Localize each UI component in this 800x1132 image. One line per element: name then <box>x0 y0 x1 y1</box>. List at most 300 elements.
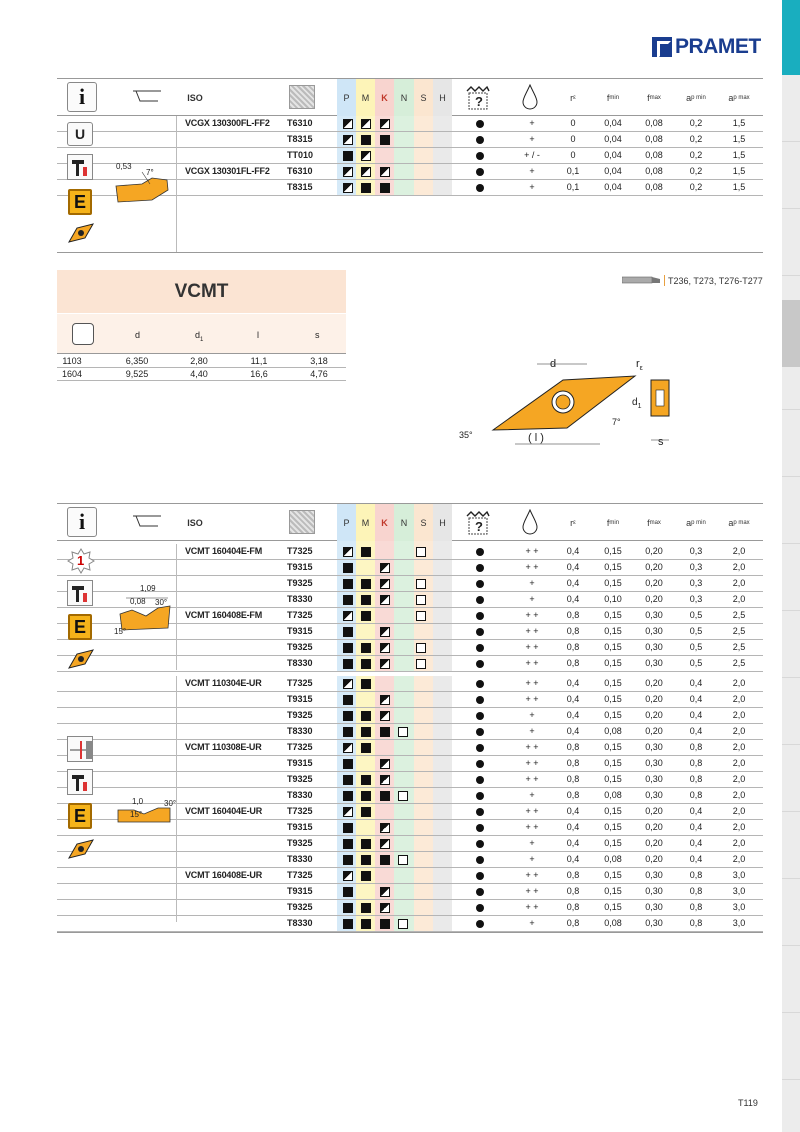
availability-dot <box>476 120 484 128</box>
cell-fmin: 0,15 <box>604 562 622 572</box>
cell-rc: 0,8 <box>566 918 580 928</box>
cell-apmax: 2,0 <box>732 854 746 864</box>
material-texture-icon <box>289 510 315 534</box>
cell-rating: + <box>529 790 535 800</box>
cell-rc: 0,4 <box>566 578 580 588</box>
group-header-h: H <box>433 79 452 116</box>
grade: T9325 <box>287 774 313 784</box>
availability-dot <box>476 792 484 800</box>
cell-rc: 0,4 <box>566 694 580 704</box>
u-badge-icon: U <box>67 122 93 146</box>
suitability-m-full <box>361 135 371 145</box>
cell-apmin: 0,8 <box>689 742 703 752</box>
group-header-k: K <box>375 79 394 116</box>
cell-rating: + + <box>525 774 539 784</box>
sketch3-dim-a: 1,0 <box>132 797 144 806</box>
suitability-k-full <box>380 855 390 865</box>
suitability-p-half <box>343 807 353 817</box>
cell-rating: + <box>529 182 535 192</box>
cell-rc: 0,8 <box>566 790 580 800</box>
cell-fmin: 0,15 <box>604 822 622 832</box>
cell-apmin: 0,4 <box>689 694 703 704</box>
cell-apmin: 0,3 <box>689 562 703 572</box>
tool-question-icon: ? <box>465 85 491 111</box>
cell-rating: + <box>529 854 535 864</box>
cell-rating: + <box>529 726 535 736</box>
suitability-k-half <box>380 595 390 605</box>
cell-apmin: 0,2 <box>689 182 703 192</box>
cell-fmin: 0,15 <box>604 658 622 668</box>
availability-dot <box>476 872 484 880</box>
clamp-icon-3 <box>67 769 93 795</box>
cell-rating: + + <box>525 742 539 752</box>
cell-fmax: 0,30 <box>645 658 663 668</box>
insert-shape-icon-2 <box>67 648 95 670</box>
coolant-drop-icon <box>522 84 538 110</box>
side-tab <box>782 410 800 477</box>
cell-fmax: 0,20 <box>645 854 663 864</box>
cell-apmax: 2,0 <box>732 694 746 704</box>
cell-rc: 0 <box>570 118 576 128</box>
drawing-label-d1: $d_1$ <box>632 397 642 410</box>
cell-apmin: 0,2 <box>689 166 703 176</box>
insert-code: VCMT 160404E-UR <box>185 806 263 816</box>
dim-header-d: d <box>135 330 141 340</box>
cell-fmin: 0,08 <box>604 726 622 736</box>
suitability-k-half <box>380 887 390 897</box>
cell-fmin: 0,15 <box>604 902 622 912</box>
suitability-p-full <box>343 595 353 605</box>
insert-code: VCMT 110308E-UR <box>185 742 262 752</box>
cell-fmin: 0,04 <box>604 182 622 192</box>
cell-fmax: 0,20 <box>645 694 663 704</box>
insert-shape-icon <box>67 222 95 244</box>
cell-apmax: 1,5 <box>732 150 746 160</box>
grade-e-icon-2: E <box>68 614 92 640</box>
suitability-k-half <box>380 759 390 769</box>
dim-s: 4,76 <box>310 369 328 379</box>
cell-apmax: 3,0 <box>732 886 746 896</box>
cell-fmin: 0,15 <box>604 774 622 784</box>
side-tab-active <box>782 0 800 75</box>
insert-square-icon <box>72 323 94 345</box>
iso-header: ISO <box>187 92 203 103</box>
suitability-p-half <box>343 611 353 621</box>
sketch2-angle15: 15° <box>114 627 127 636</box>
suitability-m-full <box>361 807 371 817</box>
availability-dot <box>476 776 484 784</box>
suitability-p-full <box>343 775 353 785</box>
availability-dot <box>476 696 484 704</box>
suitability-p-full <box>343 759 353 769</box>
cell-fmin: 0,15 <box>604 710 622 720</box>
suitability-p-half <box>343 119 353 129</box>
clamp-icon-2 <box>67 580 93 606</box>
cell-rating: + + <box>525 902 539 912</box>
cell-rating: + + <box>525 626 539 636</box>
suitability-p-full <box>343 855 353 865</box>
cell-apmin: 0,5 <box>689 626 703 636</box>
material-texture-icon <box>289 85 315 109</box>
col-header-rc: r ε <box>570 517 576 528</box>
cell-apmax: 2,0 <box>732 594 746 604</box>
col-header-apmax: a p max <box>728 92 750 103</box>
suitability-p-half <box>343 135 353 145</box>
cell-fmax: 0,20 <box>645 678 663 688</box>
cell-rc: 0,8 <box>566 886 580 896</box>
grade: T7325 <box>287 610 313 620</box>
cell-apmin: 0,4 <box>689 710 703 720</box>
cell-rc: 0,4 <box>566 546 580 556</box>
cell-apmax: 1,5 <box>732 118 746 128</box>
cell-apmin: 0,4 <box>689 838 703 848</box>
col-header-apmin: a p min <box>686 92 706 103</box>
suitability-k-half <box>380 167 390 177</box>
suitability-m-full <box>361 547 371 557</box>
suitability-k-half <box>380 563 390 573</box>
cell-apmax: 2,0 <box>732 726 746 736</box>
grade: T8330 <box>287 854 313 864</box>
grade: T8330 <box>287 790 313 800</box>
group-header-m: M <box>356 504 375 541</box>
cell-fmax: 0,30 <box>645 626 663 636</box>
group-header-p: P <box>337 504 356 541</box>
cell-rc: 0,4 <box>566 806 580 816</box>
sketch2-dim-a: 1,09 <box>140 584 156 593</box>
grade: T9325 <box>287 838 313 848</box>
grade: T8315 <box>287 182 313 192</box>
suitability-n-empty <box>398 727 408 737</box>
col-header-fmin: f min <box>606 517 620 528</box>
side-tab <box>782 477 800 544</box>
cell-fmax: 0,30 <box>645 742 663 752</box>
dimension-row <box>57 368 346 381</box>
cell-apmax: 2,0 <box>732 806 746 816</box>
cell-apmin: 0,4 <box>689 822 703 832</box>
grade-e-icon: E <box>68 189 92 215</box>
suitability-p-full <box>343 887 353 897</box>
dim-d1: 4,40 <box>190 369 208 379</box>
dimension-header <box>57 314 346 354</box>
grade: T9315 <box>287 758 313 768</box>
suitability-k-half <box>380 839 390 849</box>
cell-rating: + <box>529 134 535 144</box>
cell-rating: + / - <box>524 150 540 160</box>
insert-drawing <box>455 352 705 462</box>
group-header-p: P <box>337 79 356 116</box>
cell-rc: 0,4 <box>566 710 580 720</box>
grade: T7325 <box>287 870 313 880</box>
suitability-p-full <box>343 643 353 653</box>
cell-rating: + + <box>525 870 539 880</box>
side-tab <box>782 544 800 611</box>
group-header-s: S <box>414 79 433 116</box>
drawing-label-l: ( l ) <box>528 432 544 444</box>
suitability-p-full <box>343 711 353 721</box>
logo-text: PRAMET <box>675 35 761 58</box>
suitability-k-full <box>380 727 390 737</box>
dim-header-s: s <box>315 330 320 340</box>
cell-fmin: 0,15 <box>604 870 622 880</box>
cell-apmax: 2,0 <box>732 710 746 720</box>
side-tab <box>782 611 800 678</box>
cell-fmin: 0,15 <box>604 694 622 704</box>
table1-header <box>57 78 763 116</box>
tool-holder-icon <box>622 275 660 285</box>
cell-fmax: 0,20 <box>645 726 663 736</box>
availability-dot <box>476 712 484 720</box>
dim-header-l: l <box>257 330 259 340</box>
suitability-p-half <box>343 679 353 689</box>
suitability-p-full <box>343 823 353 833</box>
cell-apmax: 2,0 <box>732 578 746 588</box>
cell-fmin: 0,15 <box>604 758 622 768</box>
availability-dot <box>476 168 484 176</box>
cell-rc: 0,4 <box>566 562 580 572</box>
availability-dot <box>476 612 484 620</box>
cell-apmin: 0,4 <box>689 806 703 816</box>
cell-fmin: 0,15 <box>604 610 622 620</box>
sketch1-dim-a: 0,53 <box>116 162 132 171</box>
cell-rc: 0,4 <box>566 822 580 832</box>
grade: T9325 <box>287 642 313 652</box>
availability-dot <box>476 744 484 752</box>
availability-dot <box>476 824 484 832</box>
info-icon: i <box>67 507 97 537</box>
availability-dot <box>476 680 484 688</box>
availability-dot <box>476 728 484 736</box>
suitability-m-half <box>361 151 371 161</box>
table2-header <box>57 503 763 541</box>
clamp-icon <box>67 154 93 180</box>
insert-code: VCMT 160408E-UR <box>185 870 263 880</box>
cell-rc: 0 <box>570 134 576 144</box>
suitability-s-empty <box>416 595 426 605</box>
cell-apmin: 0,2 <box>689 118 703 128</box>
suitability-p-full <box>343 919 353 929</box>
cell-fmax: 0,30 <box>645 902 663 912</box>
cell-fmax: 0,30 <box>645 918 663 928</box>
holder-references: T236, T273, T276-T277 <box>668 276 763 286</box>
cell-rc: 0,1 <box>566 182 580 192</box>
cell-fmin: 0,15 <box>604 642 622 652</box>
cell-apmax: 2,0 <box>732 774 746 784</box>
suitability-k-full <box>380 183 390 193</box>
logo-mark-icon <box>652 37 672 57</box>
cell-apmin: 0,2 <box>689 150 703 160</box>
grade: T9315 <box>287 886 313 896</box>
brand-logo <box>652 36 761 58</box>
group-header-n: N <box>394 79 414 116</box>
cell-rating: + + <box>525 806 539 816</box>
suitability-k-half <box>380 695 390 705</box>
cell-fmax: 0,30 <box>645 610 663 620</box>
grade: TT010 <box>287 150 314 160</box>
cell-apmin: 0,4 <box>689 726 703 736</box>
cell-rc: 0,8 <box>566 610 580 620</box>
suitability-m-full <box>361 711 371 721</box>
chipbreaker-sketch-1 <box>112 164 178 214</box>
availability-dot <box>476 580 484 588</box>
dimension-row <box>57 355 346 368</box>
cell-fmax: 0,30 <box>645 870 663 880</box>
availability-dot <box>476 888 484 896</box>
suitability-m-full <box>361 643 371 653</box>
suitability-p-half <box>343 547 353 557</box>
cell-apmin: 0,8 <box>689 902 703 912</box>
cell-rating: + + <box>525 694 539 704</box>
suitability-m-full <box>361 839 371 849</box>
cell-apmax: 2,5 <box>732 658 746 668</box>
grade: T8330 <box>287 594 313 604</box>
suitability-m-full <box>361 855 371 865</box>
cell-apmin: 0,4 <box>689 854 703 864</box>
table-end-rule <box>57 932 763 933</box>
cell-rating: + <box>529 118 535 128</box>
insert-code: VCMT 160408E-FM <box>185 610 263 620</box>
cell-rating: + <box>529 918 535 928</box>
drawing-label-r: $r_\varepsilon$ <box>636 358 643 373</box>
cell-rating: + + <box>525 610 539 620</box>
side-tab <box>782 75 800 142</box>
cell-fmin: 0,08 <box>604 790 622 800</box>
suitability-p-full <box>343 563 353 573</box>
dim-size: 1103 <box>62 356 82 366</box>
grade: T9325 <box>287 710 313 720</box>
group-header-s: S <box>414 504 433 541</box>
suitability-m-full <box>361 679 371 689</box>
cell-fmax: 0,30 <box>645 774 663 784</box>
cell-fmin: 0,15 <box>604 546 622 556</box>
grade: T8330 <box>287 918 313 928</box>
col-header-apmin: a p min <box>686 517 706 528</box>
dim-size: 1604 <box>61 369 83 379</box>
suitability-m-full <box>361 775 371 785</box>
group-header-k: K <box>375 504 394 541</box>
tool-question-icon: ? <box>465 510 491 536</box>
side-tab-section <box>782 300 800 367</box>
cell-fmin: 0,04 <box>604 166 622 176</box>
availability-dot <box>476 808 484 816</box>
depth-icon <box>67 736 93 762</box>
suitability-p-full <box>343 151 353 161</box>
availability-dot <box>476 840 484 848</box>
suitability-m-full <box>361 791 371 801</box>
suitability-m-full <box>361 611 371 621</box>
suitability-s-empty <box>416 611 426 621</box>
suitability-s-empty <box>416 547 426 557</box>
cell-apmax: 3,0 <box>732 870 746 880</box>
insert-code: VCGX 130301FL-FF2 <box>185 166 270 176</box>
suitability-n-empty <box>398 791 408 801</box>
cell-apmin: 0,4 <box>689 678 703 688</box>
cell-apmin: 0,5 <box>689 658 703 668</box>
cell-fmax: 0,08 <box>645 166 663 176</box>
drawing-angle-7: 7° <box>612 417 621 427</box>
availability-dot <box>476 644 484 652</box>
cell-fmax: 0,20 <box>645 546 663 556</box>
cell-rating: + + <box>525 886 539 896</box>
cell-fmin: 0,15 <box>604 886 622 896</box>
suitability-m-full <box>361 595 371 605</box>
cell-apmin: 0,5 <box>689 610 703 620</box>
grade: T9325 <box>287 578 313 588</box>
cell-rating: + + <box>525 822 539 832</box>
insert-code: VCGX 130300FL-FF2 <box>185 118 270 128</box>
cell-apmax: 1,5 <box>732 182 746 192</box>
col-header-fmin: f min <box>606 92 620 103</box>
coolant-drop-icon <box>522 509 538 535</box>
sketch2-dim-b: 0,08 <box>130 597 146 606</box>
suitability-m-half <box>361 167 371 177</box>
cell-rc: 0,8 <box>566 870 580 880</box>
suitability-p-half <box>343 183 353 193</box>
cell-fmin: 0,15 <box>604 626 622 636</box>
cell-apmin: 0,3 <box>689 546 703 556</box>
suitability-k-half <box>380 643 390 653</box>
cell-rating: + <box>529 166 535 176</box>
suitability-p-half <box>343 743 353 753</box>
cell-rc: 0,1 <box>566 166 580 176</box>
suitability-p-half <box>343 167 353 177</box>
holder-divider <box>664 275 665 286</box>
insert-profile-icon <box>132 514 162 528</box>
insert-code: VCMT 160404E-FM <box>185 546 263 556</box>
cell-rating: + <box>529 838 535 848</box>
suitability-p-full <box>343 659 353 669</box>
cell-rc: 0,8 <box>566 774 580 784</box>
cell-fmax: 0,20 <box>645 594 663 604</box>
series-title: VCMT <box>57 270 346 313</box>
suitability-p-full <box>343 695 353 705</box>
cell-rating: + + <box>525 658 539 668</box>
group-header-n: N <box>394 504 414 541</box>
cell-apmin: 0,8 <box>689 870 703 880</box>
one-badge-icon: 1 <box>67 548 95 574</box>
cell-rc: 0,4 <box>566 838 580 848</box>
cell-rc: 0,4 <box>566 854 580 864</box>
cell-apmin: 0,8 <box>689 790 703 800</box>
side-tab <box>782 879 800 946</box>
suitability-k-half <box>380 119 390 129</box>
suitability-k-full <box>380 135 390 145</box>
suitability-m-full <box>361 919 371 929</box>
cell-fmax: 0,30 <box>645 790 663 800</box>
cell-rating: + + <box>525 562 539 572</box>
page-number: T119 <box>738 1098 758 1108</box>
col-header-fmax: f max <box>647 92 661 103</box>
suitability-s-empty <box>416 579 426 589</box>
insert-code: VCMT 110304E-UR <box>185 678 262 688</box>
availability-dot <box>476 760 484 768</box>
cell-apmax: 2,5 <box>732 626 746 636</box>
drawing-label-d: d <box>550 358 557 370</box>
table-end-rule <box>57 252 763 253</box>
cell-rc: 0,8 <box>566 642 580 652</box>
suitability-k-half <box>380 627 390 637</box>
cell-rc: 0,8 <box>566 902 580 912</box>
suitability-m-full <box>361 579 371 589</box>
cell-rating: + + <box>525 758 539 768</box>
cell-rating: + + <box>525 678 539 688</box>
grade: T7325 <box>287 546 313 556</box>
side-tab <box>782 1013 800 1080</box>
suitability-p-full <box>343 727 353 737</box>
cell-fmin: 0,08 <box>604 918 622 928</box>
suitability-m-full <box>361 743 371 753</box>
dim-d: 6,350 <box>125 356 149 366</box>
cell-rc: 0,4 <box>566 726 580 736</box>
